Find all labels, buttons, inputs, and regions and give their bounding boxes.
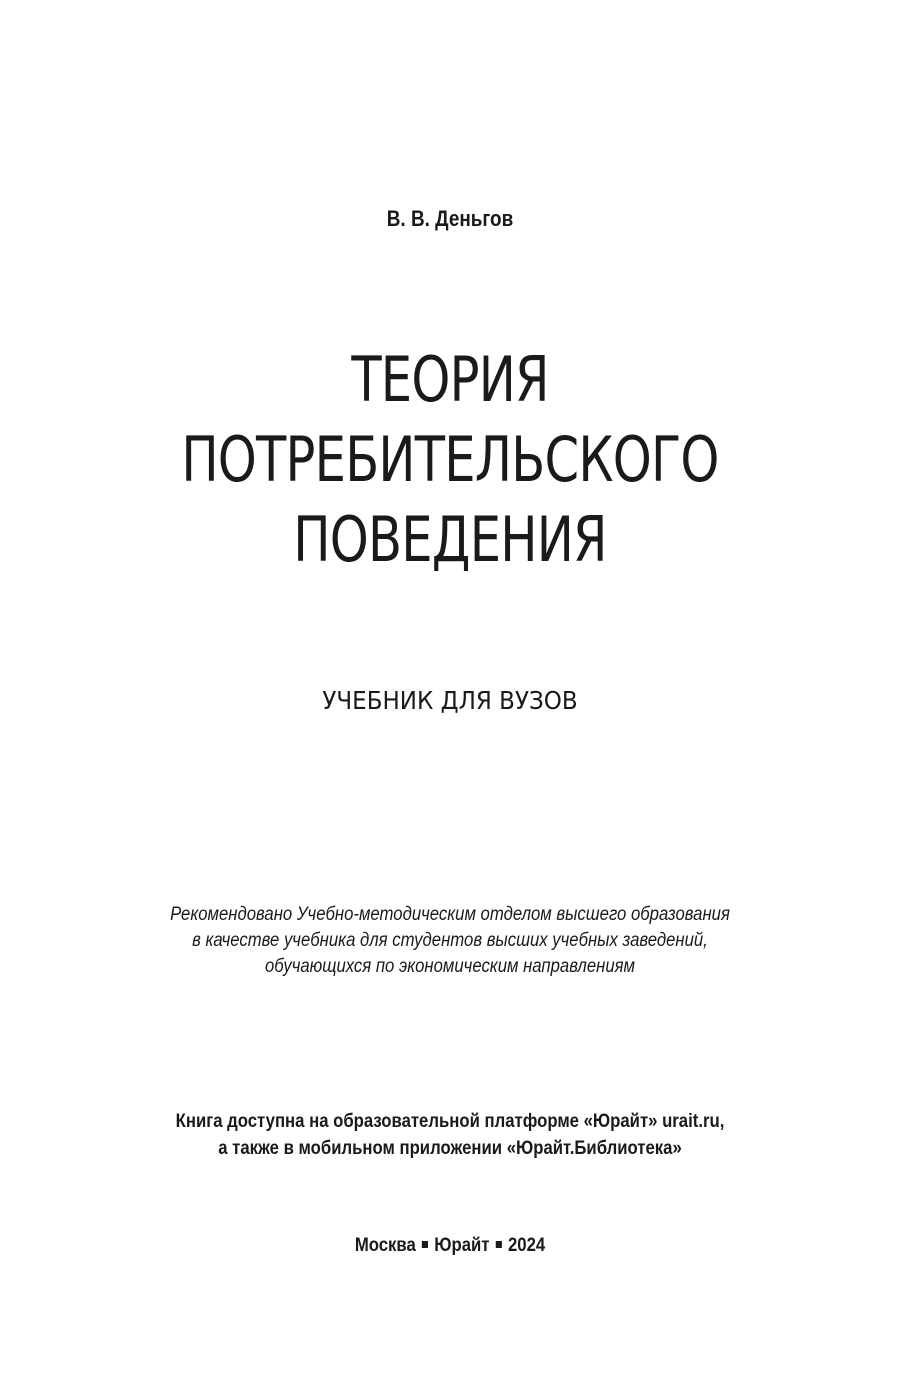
- book-subtitle: УЧЕБНИК ДЛЯ ВУЗОВ: [322, 686, 578, 715]
- square-separator-icon: [422, 1241, 428, 1248]
- availability-note: [54, 1108, 846, 1162]
- availability-line: Книга доступна на образовательной платформе «Юрайт» urait.ru,: [175, 1111, 725, 1132]
- imprint: [54, 1235, 846, 1257]
- imprint-year: 2024: [507, 1235, 546, 1256]
- book-title-line: ПОТРЕБИТЕЛЬСКОГО: [181, 423, 719, 496]
- book-title-line: ТЕОРИЯ: [351, 343, 549, 416]
- recommendation-note: [54, 902, 846, 980]
- recommendation-line: обучающихся по экономическим направлениям: [264, 956, 636, 977]
- author-name: В. В. Деньгов: [386, 206, 514, 231]
- square-separator-icon: [496, 1241, 502, 1248]
- recommendation-line: Рекомендовано Учебно-методическим отделом высшего образования: [170, 904, 730, 925]
- imprint-publisher: Юрайт: [434, 1235, 490, 1256]
- imprint-city: Москва: [354, 1235, 416, 1256]
- book-title: [90, 340, 810, 580]
- recommendation-line: в качестве учебника для студентов высших учебных заведений,: [192, 930, 708, 951]
- availability-line: а также в мобильном приложении «Юрайт.Библиотека»: [218, 1138, 682, 1159]
- book-title-line: ПОВЕДЕНИЯ: [293, 503, 607, 576]
